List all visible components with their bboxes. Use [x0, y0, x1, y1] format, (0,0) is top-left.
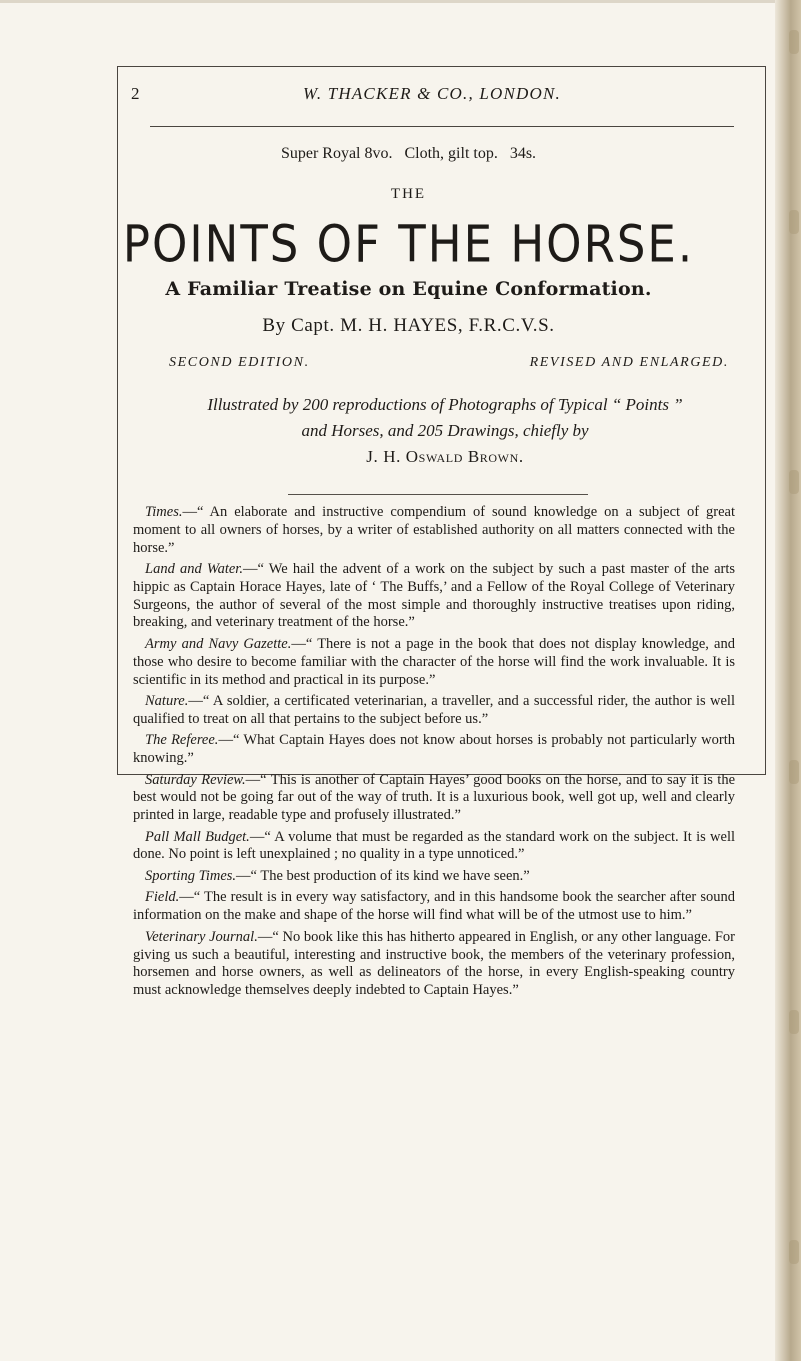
price-line: Super Royal 8vo. Cloth, gilt top. 34s. — [280, 145, 537, 162]
review-source: Times. — [145, 504, 183, 520]
review-item — [133, 561, 735, 632]
illustration-note — [150, 392, 740, 470]
illustration-line-1: Illustrated by 200 reproductions of Photographs of Typical “ Points ” — [207, 395, 683, 414]
review-text: —“ This is another of Captain Hayes’ good books on the horse, and to say it is the best would not be going far out of the way of truth. It is a luxurious book, well got up, well and clearly printed in large, readable type and profusely illustrated.” — [133, 771, 735, 824]
review-text: —“ We hail the advent of a work on the subject by such a past master of the arts hippic as Captain Horace Hayes, late of ‘ The Buffs,’ and a Fellow of the Royal College of Veterinary Surgeons, the author of several of the most simple and thoroughly instructive treatises upon riding, breaking, and veterinary treatment of the horse.” — [133, 561, 736, 631]
review-item — [133, 636, 735, 689]
review-text: —“ What Captain Hayes does not know about horses is probably not particularly worth knowing.” — [133, 732, 736, 767]
page-top-edge — [0, 0, 801, 3]
illustrator-name: J. H. Oswald Brown. — [366, 447, 524, 466]
header-rule — [150, 126, 734, 127]
review-item — [133, 732, 735, 768]
review-item — [133, 693, 735, 729]
publisher-heading: W. THACKER & CO., LONDON. — [303, 84, 561, 103]
review-source: Veterinary Journal. — [145, 928, 258, 945]
running-header — [131, 84, 733, 110]
page-right-edge — [775, 0, 801, 1361]
review-source: Nature. — [145, 693, 189, 710]
book-subtitle: A Familiar Treatise on Equine Conformation. — [165, 278, 652, 300]
content-frame-left-rule — [117, 66, 118, 774]
edition-line — [169, 355, 729, 375]
review-source: Land and Water. — [145, 561, 243, 578]
title-article: THE — [390, 186, 427, 202]
review-source: Sporting Times. — [145, 867, 237, 884]
book-author: By Capt. M. H. HAYES, F.R.C.V.S. — [262, 315, 555, 336]
review-item — [133, 929, 735, 1000]
review-source: The Referee. — [145, 732, 219, 749]
illustration-line-2: and Horses, and 205 Drawings, chiefly by — [301, 421, 589, 440]
review-text: —“ No book like this has hitherto appeared in English, or any other language. For giving us such a beautiful, interesting and instructive book, the members of the veterinary profession, horsemen and horse owners, as well as delineators of the horse, in every English-speaking country must acknowledge themselves deeply indebted to Captain Hayes.” — [133, 928, 735, 999]
review-item — [133, 889, 735, 925]
review-text: —“ The result is in every way satisfactory, and in this handsome book the searcher after sound information on the make and shape of the horse will find what will be of the utmost use to him.” — [133, 889, 735, 924]
review-source: Field. — [145, 889, 180, 906]
edition-note: REVISED AND ENLARGED. — [529, 355, 729, 370]
review-item — [133, 772, 735, 825]
review-item — [133, 829, 735, 865]
review-item — [133, 504, 735, 557]
review-text: —“ A soldier, a certificated veterinarian, a traveller, and a successful rider, the author is well qualified to treat on all that pertains to the subject before us.” — [133, 693, 735, 727]
book-title: POINTS OF THE HORSE. — [122, 214, 695, 274]
review-source: Army and Navy Gazette. — [145, 635, 292, 652]
review-text: —“ A volume that must be regarded as the standard work on the subject. It is well done. No point is left unexplained ; no quality in a type unnoticed.” — [133, 828, 736, 863]
review-text: —“ There is not a page in the book that does not display knowledge, and those who desire to become familiar with the character of the horse will find the work invaluable. It is scientific in its method and practical in its purpose.” — [133, 635, 735, 688]
review-text: —“ An elaborate and instructive compendium of sound knowledge on a subject of great moment to all owners of horses, by a writer of established authority on all matters connected with the horse.” — [133, 504, 735, 556]
press-reviews — [133, 504, 735, 1004]
section-divider — [288, 494, 588, 495]
review-text: —“ The best production of its kind we have seen.” — [236, 867, 530, 884]
edition-number: SECOND EDITION. — [169, 355, 310, 370]
review-item — [133, 868, 735, 886]
page-number: 2 — [131, 84, 140, 103]
review-source: Saturday Review. — [145, 771, 246, 788]
review-source: Pall Mall Budget. — [145, 828, 250, 845]
